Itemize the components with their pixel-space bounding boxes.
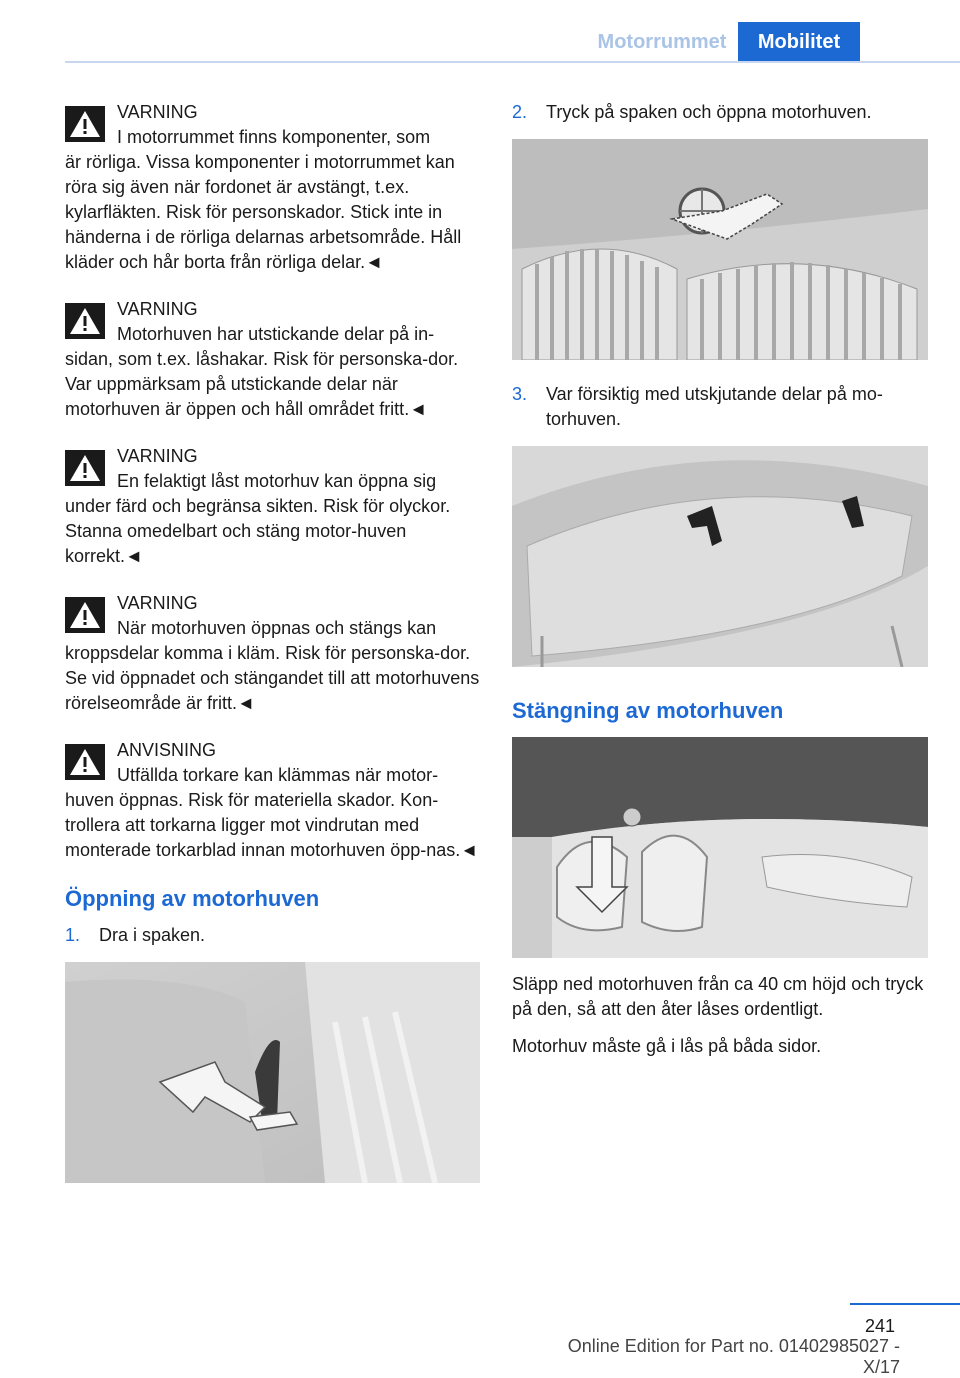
footer-edition: Online Edition for Part no. 01402985027 - X/17 — [567, 1336, 900, 1377]
figure-hood-release-lever — [65, 962, 480, 1183]
notice-label: ANVISNING — [117, 740, 217, 760]
figure-hood-lever-grille — [512, 139, 928, 360]
warning-triangle-icon — [65, 450, 105, 486]
tab-mobilitet[interactable]: Mobilitet — [738, 22, 860, 62]
warning-triangle-icon — [65, 597, 105, 633]
step-text: Tryck på spaken och öppna motorhuven. — [546, 102, 872, 122]
step-item — [512, 382, 928, 432]
notice-text: sidan, som t.ex. låshakar. Risk för personska-dor. Var uppmärksam på utstickande delar när motorhuven är öppen och håll området fritt.◄ — [65, 349, 459, 419]
notice-label: VARNING — [117, 593, 198, 613]
warning-notice — [65, 297, 480, 422]
page-number: 241 — [864, 1316, 895, 1336]
notice-text-first: När motorhuven öppnas och stängs kan — [117, 618, 437, 638]
caution-notice — [65, 738, 480, 863]
warning-triangle-icon — [65, 303, 105, 339]
closing-paragraph: Motorhuv måste gå i lås på båda sidor. — [512, 1036, 822, 1056]
notice-text-first: Utfällda torkare kan klämmas när motor- — [117, 765, 439, 785]
step-item — [512, 100, 928, 125]
warning-triangle-icon — [65, 106, 105, 142]
step-item — [65, 923, 480, 948]
figure-closing-hood — [512, 737, 928, 958]
notice-text: är rörliga. Vissa komponenter i motorrummet kan röra sig även när fordonet är avstängt, t.ex. kylarfläkten. Risk för personskador. Stick inte in händerna i de rörliga delarnas arbetsområde. Håll kläder och hår borta från rörliga delar.◄ — [65, 152, 462, 272]
step-number: 1. — [65, 925, 81, 945]
notice-text-first: Motorhuven har utstickande delar på in- — [117, 324, 435, 344]
warning-notice — [65, 100, 480, 275]
warning-notice — [65, 591, 480, 716]
tab-motorrummet[interactable]: Motorrummet — [597, 31, 727, 53]
notice-text: under färd och begränsa sikten. Risk för olyckor. Stanna omedelbart och stäng motor-huven korrekt.◄ — [65, 496, 451, 566]
step-number: 3. — [512, 384, 528, 404]
figure-open-hood-underside — [512, 446, 928, 667]
notice-text: huven öppnas. Risk för materiella skador. Kon-trollera att torkarna ligger mot vindrutan med monterade torkarblad innan motorhuven öpp-nas.◄ — [65, 790, 479, 860]
header-divider — [65, 61, 960, 63]
right-column — [512, 100, 928, 1071]
page-number-rule — [850, 1303, 960, 1305]
notice-text: kroppsdelar komma i kläm. Risk för personska-dor. Se vid öppnadet och stängandet till att motorhuvens rörelseområde är fritt.◄ — [65, 643, 480, 713]
section-title-opening: Öppning av motorhuven — [65, 886, 320, 911]
page-header — [0, 0, 960, 62]
notice-text-first: En felaktigt låst motorhuv kan öppna sig — [117, 471, 437, 491]
notice-label: VARNING — [117, 299, 198, 319]
closing-paragraph: Släpp ned motorhuven från ca 40 cm höjd och tryck på den, så att den åter låses ordentligt. — [512, 974, 924, 1019]
step-number: 2. — [512, 102, 528, 122]
notice-label: VARNING — [117, 102, 198, 122]
step-text: Dra i spaken. — [99, 925, 206, 945]
notice-text-first: I motorrummet finns komponenter, som — [117, 127, 431, 147]
warning-triangle-icon — [65, 744, 105, 780]
left-column — [65, 100, 480, 1183]
section-title-closing: Stängning av motorhuven — [512, 698, 784, 723]
notice-label: VARNING — [117, 446, 198, 466]
warning-notice — [65, 444, 480, 569]
step-text: Var försiktig med utskjutande delar på mo-torhuven. — [546, 384, 883, 429]
